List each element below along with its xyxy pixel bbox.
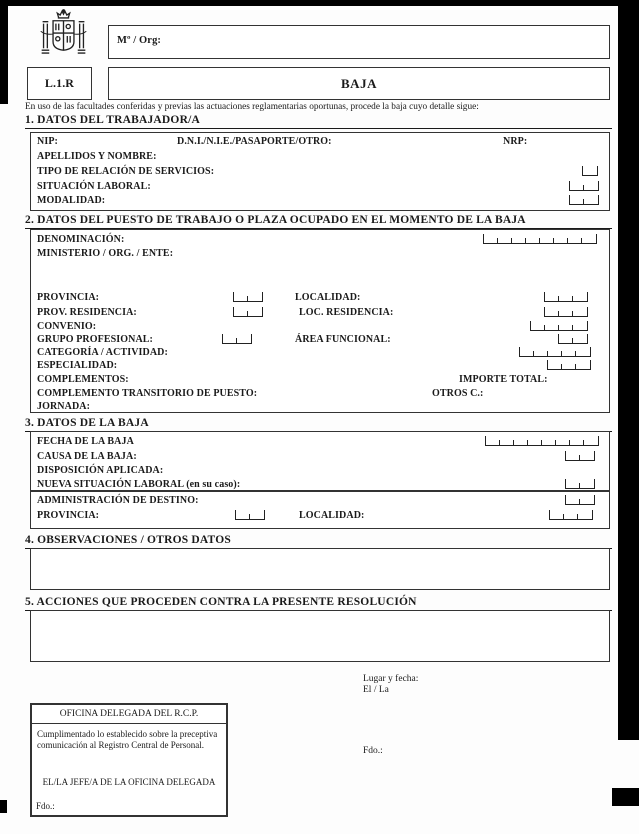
section5-title: 5. ACCIONES QUE PROCEDEN CONTRA LA PRESENTE RESOLUCIÓN bbox=[25, 596, 612, 611]
causa-baja-label: CAUSA DE LA BAJA: bbox=[37, 451, 137, 462]
nrp-label: NRP: bbox=[503, 136, 528, 147]
section3-title: 3. DATOS DE LA BAJA bbox=[25, 417, 612, 432]
nip-label: NIP: bbox=[37, 136, 58, 147]
section1-title: 1. DATOS DEL TRABAJADOR/A bbox=[25, 114, 612, 129]
localidad-label: LOCALIDAD: bbox=[295, 292, 361, 303]
spain-coat-of-arms-logo bbox=[35, 8, 92, 62]
modalidad-comb bbox=[569, 195, 599, 205]
situacion-laboral-comb bbox=[569, 181, 599, 191]
provincia-label: PROVINCIA: bbox=[37, 292, 100, 303]
nueva-situacion-comb bbox=[565, 479, 595, 489]
fecha-baja-comb bbox=[485, 436, 599, 446]
disposicion-label: DISPOSICIÓN APLICADA: bbox=[37, 465, 164, 476]
section3-box-b bbox=[30, 491, 610, 529]
section3-box-a bbox=[30, 431, 610, 491]
tipo-relacion-comb bbox=[582, 166, 598, 176]
observaciones-box bbox=[30, 548, 610, 590]
form-title-box bbox=[108, 67, 610, 100]
oficina-delegada-box bbox=[30, 703, 228, 817]
ministerio-label: MINISTERIO / ORG. / ENTE: bbox=[37, 248, 174, 259]
el-la-label: El / La bbox=[363, 685, 389, 695]
especialidad-comb bbox=[547, 360, 591, 370]
tipo-relacion-label: TIPO DE RELACIÓN DE SERVICIOS: bbox=[37, 166, 215, 177]
loc-residencia-label: LOC. RESIDENCIA: bbox=[299, 307, 394, 318]
provincia-destino-label: PROVINCIA: bbox=[37, 510, 100, 521]
lugar-fecha-label: Lugar y fecha: bbox=[363, 674, 419, 684]
fdo-label: Fdo.: bbox=[363, 746, 383, 756]
jornada-label: JORNADA: bbox=[37, 401, 91, 412]
otros-c-label: OTROS C.: bbox=[432, 388, 484, 399]
localidad-destino-label: LOCALIDAD: bbox=[299, 510, 365, 521]
section2-box bbox=[30, 229, 610, 413]
nueva-situacion-label: NUEVA SITUACIÓN LABORAL (en su caso): bbox=[37, 479, 241, 490]
provincia-destino-comb bbox=[235, 510, 265, 520]
grupo-profesional-label: GRUPO PROFESIONAL: bbox=[37, 334, 153, 345]
ministry-org-label: Mº / Org: bbox=[117, 35, 162, 46]
section1-box bbox=[30, 132, 610, 211]
fecha-baja-label: FECHA DE LA BAJA bbox=[37, 436, 134, 447]
convenio-label: CONVENIO: bbox=[37, 321, 97, 332]
form-code-box bbox=[27, 67, 92, 100]
dni-label: D.N.I./N.I.E./PASAPORTE/OTRO: bbox=[177, 136, 332, 147]
scan-edge-right bbox=[618, 0, 639, 740]
situacion-laboral-label: SITUACIÓN LABORAL: bbox=[37, 181, 151, 192]
apellidos-label: APELLIDOS Y NOMBRE: bbox=[37, 151, 157, 162]
comp-transitorio-label: COMPLEMENTO TRANSITORIO DE PUESTO: bbox=[37, 388, 258, 399]
area-funcional-comb bbox=[558, 334, 588, 344]
causa-baja-comb bbox=[565, 451, 595, 461]
oficina-delegada-title: OFICINA DELEGADA DEL R.C.P. bbox=[32, 709, 226, 724]
area-funcional-label: ÁREA FUNCIONAL: bbox=[295, 334, 391, 345]
scan-edge-top bbox=[0, 0, 639, 6]
oficina-jefe-label: EL/LA JEFE/A DE LA OFICINA DELEGADA bbox=[42, 777, 216, 787]
denominacion-comb bbox=[483, 234, 597, 244]
section2-title: 2. DATOS DEL PUESTO DE TRABAJO O PLAZA OCUPADO EN EL MOMENTO DE LA BAJA bbox=[25, 214, 612, 229]
acciones-box bbox=[30, 610, 610, 662]
categoria-comb bbox=[519, 347, 591, 357]
categoria-label: CATEGORÍA / ACTIVIDAD: bbox=[37, 347, 168, 358]
convenio-comb bbox=[530, 321, 588, 331]
complementos-label: COMPLEMENTOS: bbox=[37, 374, 129, 385]
section4-title: 4. OBSERVACIONES / OTROS DATOS bbox=[25, 534, 612, 549]
intro-text: En uso de las facultades conferidas y previas las actuaciones reglamentarias oportunas, procede la baja cuyo detalle sigue: bbox=[25, 102, 479, 112]
especialidad-label: ESPECIALIDAD: bbox=[37, 360, 118, 371]
modalidad-label: MODALIDAD: bbox=[37, 195, 106, 206]
scan-edge-bottom-right bbox=[612, 788, 639, 806]
scan-edge-left bbox=[0, 0, 8, 104]
scan-edge-bottom-left bbox=[0, 800, 7, 813]
admin-destino-label: ADMINISTRACIÓN DE DESTINO: bbox=[37, 495, 199, 506]
localidad-comb bbox=[544, 292, 588, 302]
loc-residencia-comb bbox=[544, 307, 588, 317]
importe-total-label: IMPORTE TOTAL: bbox=[459, 374, 548, 385]
localidad-destino-comb bbox=[549, 510, 593, 520]
admin-destino-comb bbox=[565, 495, 595, 505]
grupo-profesional-comb bbox=[222, 334, 252, 344]
ministry-org-box bbox=[108, 25, 610, 59]
denominacion-label: DENOMINACIÓN: bbox=[37, 234, 125, 245]
provincia-comb bbox=[233, 292, 263, 302]
prov-residencia-label: PROV. RESIDENCIA: bbox=[37, 307, 137, 318]
oficina-delegada-body: Cumplimentado lo establecido sobre la preceptiva comunicación al Registro Central de Personal. bbox=[37, 729, 218, 751]
form-title: BAJA bbox=[341, 75, 377, 91]
oficina-fdo-label: Fdo.: bbox=[36, 801, 55, 811]
prov-residencia-comb bbox=[233, 307, 263, 317]
form-code: L.1.R bbox=[44, 76, 75, 90]
